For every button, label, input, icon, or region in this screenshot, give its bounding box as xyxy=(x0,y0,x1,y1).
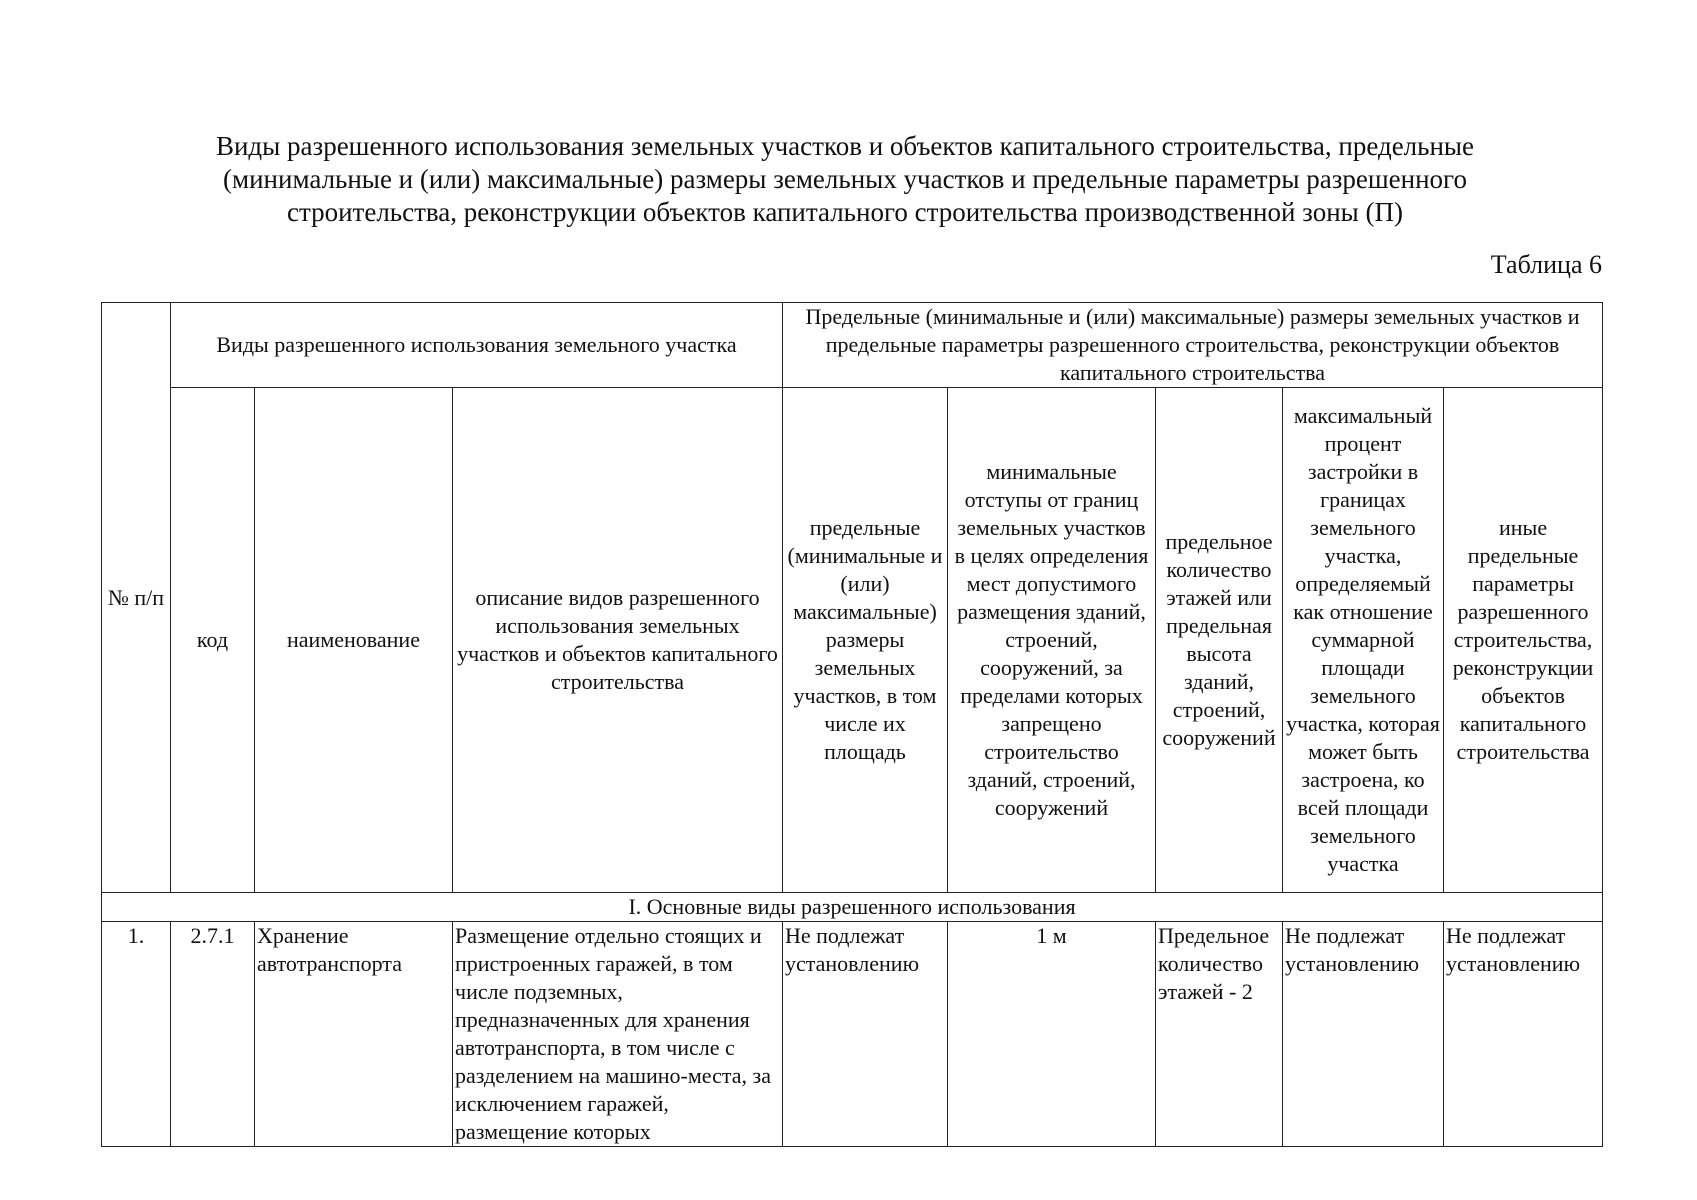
section-title: I. Основные виды разрешенного использования xyxy=(102,893,1603,922)
document-title xyxy=(100,130,1590,229)
header-description: описание видов разрешенного использования земельных участков и объектов капитального строительства xyxy=(453,388,783,893)
header-code: код xyxy=(171,388,255,893)
zoning-table xyxy=(101,302,1603,1147)
cell-floors: Предельное количество этажей - 2 xyxy=(1156,922,1283,1147)
header-row-columns xyxy=(102,388,1603,893)
header-coverage: максимальный процент застройки в границах земельного участка, определяемый как отношение суммарной площади земельного участка, которая может быть застроена, ко всей площади земельного участка xyxy=(1283,388,1444,893)
title-line: строительства, реконструкции объектов капитального строительства производственной зоны (П) xyxy=(286,197,1404,227)
cell-setbacks: 1 м xyxy=(948,922,1156,1147)
header-setbacks: минимальные отступы от границ земельных участков в целях определения мест допустимого размещения зданий, строений, сооружений, за пределами которых запрещено строительство зданий, строений, сооружений xyxy=(948,388,1156,893)
table-label: Таблица 6 xyxy=(1490,250,1602,279)
cell-num: 1. xyxy=(102,922,171,1147)
header-floors: предельное количество этажей или предельная высота зданий, строений, сооружений xyxy=(1156,388,1283,893)
header-group-uses: Виды разрешенного использования земельного участка xyxy=(171,303,783,388)
header-group-params: Предельные (минимальные и (или) максимальные) размеры земельных участков и предельные параметры разрешенного строительства, реконструкции объектов капитального строительства xyxy=(783,303,1603,388)
cell-sizes: Не подлежат установлению xyxy=(783,922,948,1147)
title-line: (минимальные и (или) максимальные) размеры земельных участков и предельные параметры разрешенного xyxy=(223,164,1467,194)
header-row-groups xyxy=(102,303,1603,388)
title-line: Виды разрешенного использования земельных участков и объектов капитального строительства, предельные xyxy=(215,131,1475,161)
table-row xyxy=(102,922,1603,1147)
header-num: № п/п xyxy=(102,303,171,893)
section-row xyxy=(102,893,1603,922)
cell-other: Не подлежат установлению xyxy=(1444,922,1603,1147)
cell-name: Хранение автотранспорта xyxy=(255,922,453,1147)
cell-coverage: Не подлежат установлению xyxy=(1283,922,1444,1147)
header-other: иные предельные параметры разрешенного строительства, реконструкции объектов капитального строительства xyxy=(1444,388,1603,893)
header-name: наименование xyxy=(255,388,453,893)
cell-description: Размещение отдельно стоящих и пристроенных гаражей, в том числе подземных, предназначенных для хранения автотранспорта, в том числе с разделением на машино-места, за исключением гаражей, размещение которых xyxy=(453,922,783,1147)
header-sizes: предельные (минимальные и (или) максимальные) размеры земельных участков, в том числе их площадь xyxy=(783,388,948,893)
cell-code: 2.7.1 xyxy=(171,922,255,1147)
